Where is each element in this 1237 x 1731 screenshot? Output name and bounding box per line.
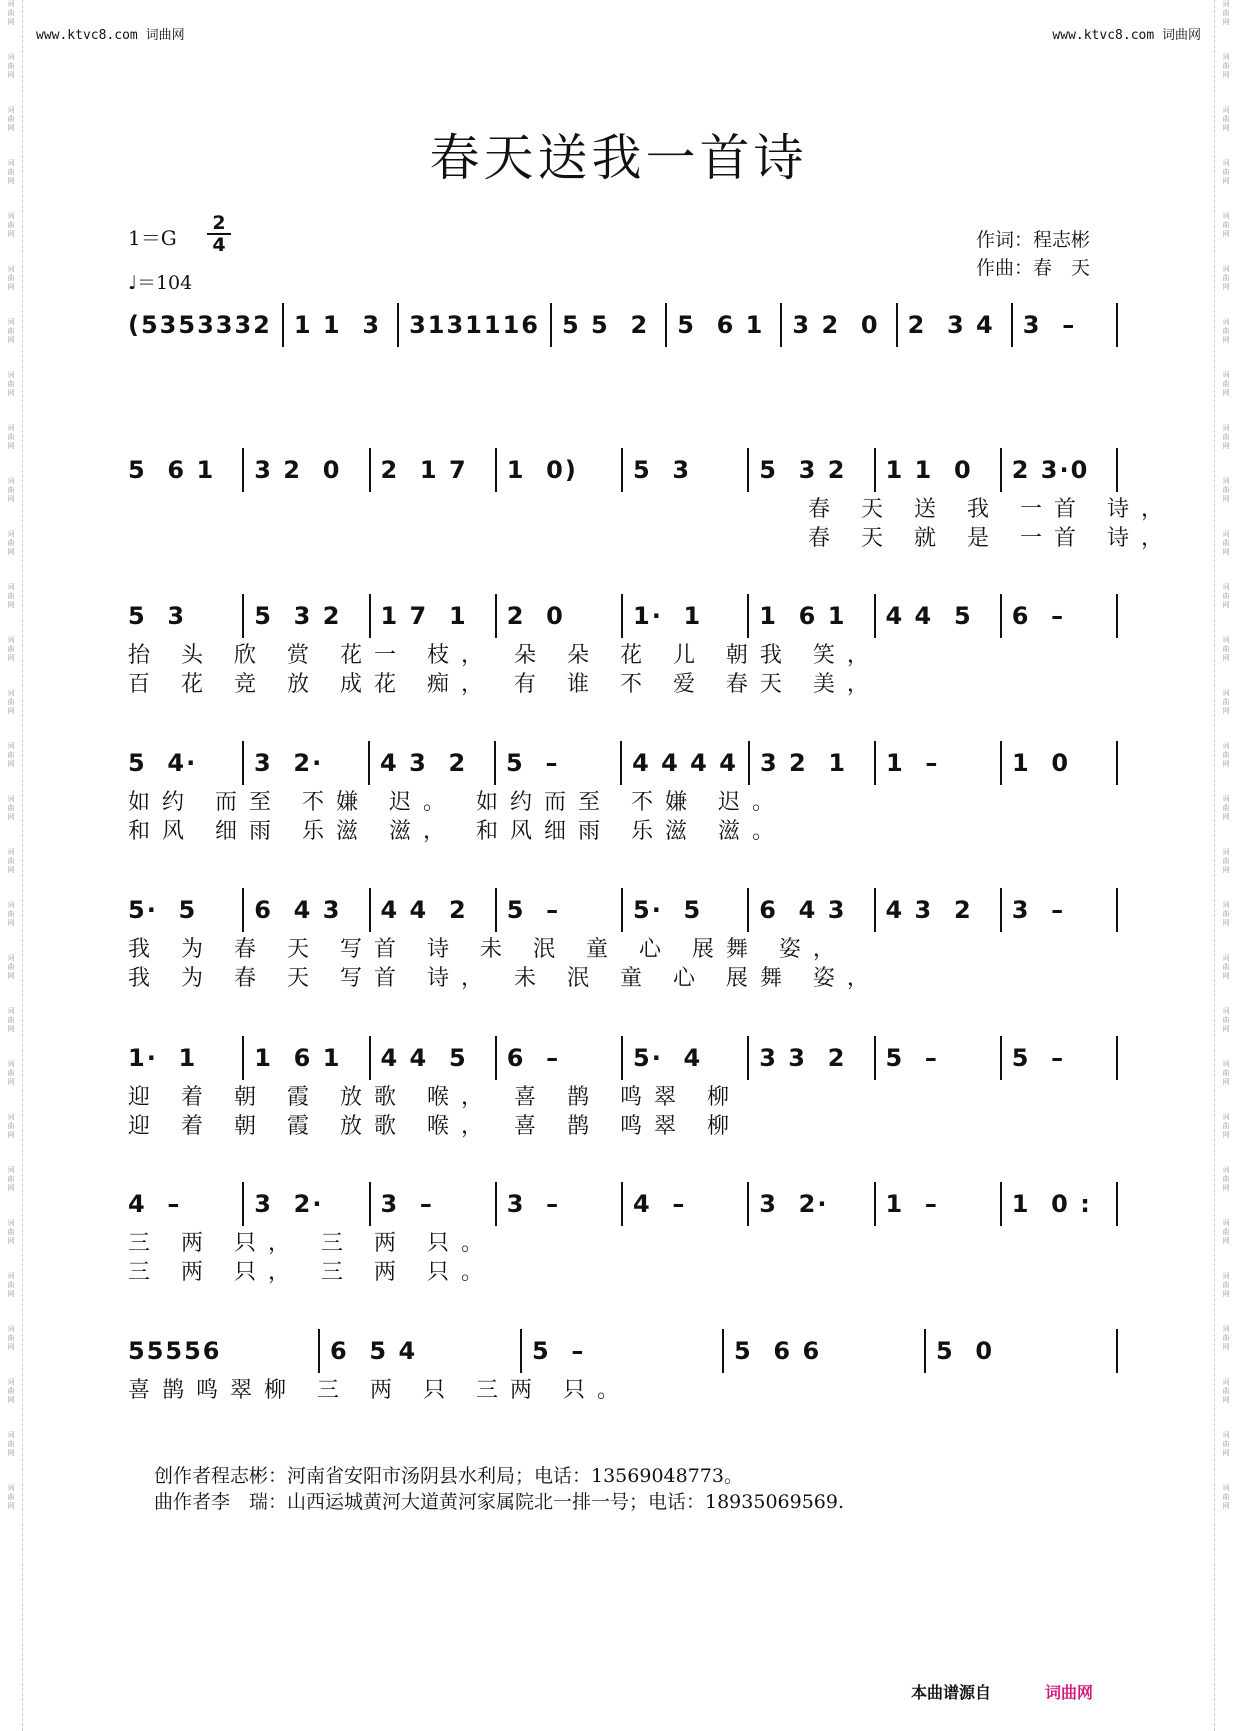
- bar-line: [874, 594, 876, 638]
- lyricist-contact: 创作者程志彬：河南省安阳市汤阴县水利局；电话：13569048773。: [154, 1465, 743, 1487]
- measure: 3 2·: [254, 749, 324, 777]
- measure: 2 1 7: [380, 456, 468, 484]
- watermark-mark: 词曲网: [1222, 1272, 1230, 1298]
- measure: 3 2·: [759, 1190, 829, 1218]
- bar-line: [1116, 594, 1118, 638]
- watermark-mark: 词曲网: [1222, 318, 1230, 344]
- watermark-mark: 词曲网: [1222, 848, 1230, 874]
- bar-line: [494, 741, 496, 785]
- watermark-mark: 词曲网: [7, 265, 15, 291]
- measure: 4 4 2: [380, 896, 468, 924]
- measure: 5 6 1: [128, 456, 216, 484]
- quarter-note-icon: ♩: [128, 272, 137, 294]
- lyric-line: 迎 着 朝 霞 放歌 喉， 喜 鹊 鸣翠 柳: [128, 1085, 741, 1110]
- watermark-mark: 词曲网: [1222, 742, 1230, 768]
- bar-line: [495, 888, 497, 932]
- measure: 1 –: [885, 1190, 939, 1218]
- tempo-value: ＝104: [136, 272, 193, 294]
- measure: 3 2 0: [792, 311, 880, 339]
- measure: 1 7 1: [380, 602, 468, 630]
- music-system: [128, 888, 1118, 990]
- measure: 3131116: [409, 311, 540, 339]
- bar-line: [621, 594, 623, 638]
- music-system: [128, 1182, 1118, 1284]
- bar-line: [1000, 1182, 1002, 1226]
- measure: (5353332: [128, 311, 272, 339]
- bar-line: [397, 303, 399, 347]
- notes-row: [128, 1329, 1118, 1373]
- watermark-mark: 词曲网: [7, 795, 15, 821]
- bar-line: [495, 1182, 497, 1226]
- watermark-mark: 词曲网: [7, 636, 15, 662]
- music-system: [128, 741, 1118, 843]
- lyric-line: 三 两 只， 三 两 只。: [128, 1231, 495, 1256]
- bar-line: [1116, 888, 1118, 932]
- watermark-mark: 词曲网: [7, 954, 15, 980]
- measure: 5· 5: [633, 896, 703, 924]
- watermark-mark: 词曲网: [1222, 1219, 1230, 1245]
- measure: 5 5 2: [561, 311, 650, 339]
- lyric-line: 我 为 春 天 写首 诗， 未 泯 童 心 展舞 姿，: [128, 966, 881, 991]
- bar-line: [621, 1036, 623, 1080]
- watermark-mark: 词曲网: [7, 477, 15, 503]
- watermark-mark: 词曲网: [7, 901, 15, 927]
- time-signature-top: 2: [207, 213, 231, 235]
- bar-line: [369, 888, 371, 932]
- measure: 1· 1: [633, 602, 703, 630]
- measure: 5 0: [936, 1337, 995, 1365]
- bar-line: [1116, 1182, 1118, 1226]
- music-system: [128, 1329, 1118, 1402]
- watermark-mark: 词曲网: [1222, 212, 1230, 238]
- bar-line: [369, 1182, 371, 1226]
- lyric-line: 迎 着 朝 霞 放歌 喉， 喜 鹊 鸣翠 柳: [128, 1114, 741, 1139]
- watermark-mark: 词曲网: [1222, 424, 1230, 450]
- watermark-mark: 词曲网: [1222, 1325, 1230, 1351]
- music-system: [128, 594, 1118, 696]
- measure: 6 –: [506, 1044, 561, 1072]
- lyric-line: 春 天 就 是 一首 诗，: [128, 526, 1175, 551]
- measure: 4 3 2: [885, 896, 973, 924]
- watermark-mark: 词曲网: [7, 848, 15, 874]
- bar-line: [620, 741, 622, 785]
- composer: 作曲：春 天: [976, 257, 1091, 279]
- bar-line: [242, 448, 244, 492]
- watermark-mark: 词曲网: [7, 424, 15, 450]
- measure: 5 –: [885, 1044, 939, 1072]
- music-system: [128, 448, 1175, 551]
- watermark-mark: 词曲网: [7, 0, 15, 26]
- measure: 1 6 1: [759, 602, 847, 630]
- bar-line: [1000, 594, 1002, 638]
- bar-line: [495, 594, 497, 638]
- bar-line: [369, 1036, 371, 1080]
- watermark-mark: 词曲网: [7, 1378, 15, 1404]
- measure: 3 2 1: [759, 749, 848, 777]
- measure: 1 –: [885, 749, 940, 777]
- measure: 6 4 3: [254, 896, 342, 924]
- bar-line: [874, 888, 876, 932]
- site-url-right[interactable]: www.ktvc8.com 词曲网: [1052, 28, 1201, 43]
- bar-line: [242, 888, 244, 932]
- measure: 3 –: [380, 1190, 434, 1218]
- bar-line: [665, 303, 667, 347]
- watermark-mark: 词曲网: [1222, 1166, 1230, 1192]
- watermark-mark: 词曲网: [7, 742, 15, 768]
- bar-line: [748, 741, 750, 785]
- composer-contact: 曲作者李 瑞：山西运城黄河大道黄河家属院北一排一号；电话：18935069569.: [154, 1491, 845, 1513]
- measure: 1· 1: [128, 1044, 198, 1072]
- notes-row: [128, 888, 1118, 932]
- bar-line: [242, 594, 244, 638]
- watermark-mark: 词曲网: [1222, 1060, 1230, 1086]
- measure: 4 4 4 4: [632, 749, 738, 777]
- measure: 4 4 5: [380, 1044, 468, 1072]
- measure: 2 3·0: [1011, 456, 1090, 484]
- bar-line: [747, 1036, 749, 1080]
- watermark-mark: 词曲网: [7, 583, 15, 609]
- bar-line: [495, 448, 497, 492]
- bar-line: [747, 1182, 749, 1226]
- watermark-mark: 词曲网: [1222, 901, 1230, 927]
- song-title: 春天送我一首诗: [429, 129, 808, 187]
- measure: 5 6 1: [677, 311, 765, 339]
- watermark-mark: 词曲网: [7, 1060, 15, 1086]
- notes-row: [128, 303, 1118, 347]
- measure: 6 –: [1011, 602, 1066, 630]
- measure: 1 6 1: [254, 1044, 342, 1072]
- bar-line: [1116, 1329, 1118, 1373]
- measure: 4 –: [633, 1190, 687, 1218]
- measure: 5 6 6: [734, 1337, 822, 1365]
- measure: 1 1 0: [885, 456, 973, 484]
- music-system: [128, 1036, 1118, 1138]
- bar-line: [1000, 888, 1002, 932]
- notes-row: [128, 741, 1118, 785]
- watermark-mark: 词曲网: [1222, 265, 1230, 291]
- watermark-mark: 词曲网: [1222, 530, 1230, 556]
- watermark-mark: 词曲网: [1222, 583, 1230, 609]
- time-signature: [207, 213, 231, 255]
- bar-line: [780, 303, 782, 347]
- watermark-mark: 词曲网: [7, 212, 15, 238]
- right-watermark-strip: [1214, 0, 1237, 1731]
- measure: 1 1 3: [293, 311, 382, 339]
- source-note: [911, 1680, 1093, 1703]
- bar-line: [621, 448, 623, 492]
- measure: 5 4·: [128, 749, 198, 777]
- watermark-mark: 词曲网: [7, 1325, 15, 1351]
- bar-line: [1000, 1036, 1002, 1080]
- watermark-mark: 词曲网: [7, 689, 15, 715]
- measure: 3 –: [1022, 311, 1077, 339]
- bar-line: [1116, 303, 1118, 347]
- measure: 4 –: [128, 1190, 182, 1218]
- bar-line: [242, 1182, 244, 1226]
- bar-line: [896, 303, 898, 347]
- lyric-line: 如约 而至 不嫌 迟。 如约而至 不嫌 迟。: [128, 790, 786, 815]
- site-url-left[interactable]: www.ktvc8.com 词曲网: [36, 28, 185, 43]
- watermark-mark: 词曲网: [1222, 1007, 1230, 1033]
- measure: 3 2·: [254, 1190, 324, 1218]
- measure: 5 –: [506, 896, 561, 924]
- lyric-line: 百 花 竞 放 成花 痴， 有 谁 不 爱 春天 美，: [128, 672, 881, 697]
- bar-line: [282, 303, 284, 347]
- watermark-mark: 词曲网: [7, 106, 15, 132]
- bar-line: [550, 303, 552, 347]
- watermark-mark: 词曲网: [1222, 636, 1230, 662]
- watermark-mark: 词曲网: [7, 371, 15, 397]
- bar-line: [368, 741, 370, 785]
- measure: 4 3 2: [380, 749, 468, 777]
- watermark-mark: 词曲网: [1222, 954, 1230, 980]
- watermark-mark: 词曲网: [1222, 0, 1230, 26]
- watermark-mark: 词曲网: [1222, 106, 1230, 132]
- watermark-mark: 词曲网: [7, 1484, 15, 1510]
- bar-line: [1011, 303, 1013, 347]
- bar-line: [874, 1036, 876, 1080]
- lyric-line: 春 天 送 我 一首 诗，: [128, 497, 1175, 522]
- measure: 5 –: [532, 1337, 586, 1365]
- watermark-mark: 词曲网: [1222, 53, 1230, 79]
- measure: 5· 5: [128, 896, 198, 924]
- bar-line: [242, 741, 244, 785]
- bar-line: [369, 594, 371, 638]
- bar-line: [1000, 448, 1002, 492]
- watermark-mark: 词曲网: [7, 530, 15, 556]
- music-system: [128, 303, 1118, 347]
- bar-line: [242, 1036, 244, 1080]
- watermark-mark: 词曲网: [7, 159, 15, 185]
- bar-line: [1116, 1036, 1118, 1080]
- bar-line: [747, 448, 749, 492]
- bar-line: [621, 888, 623, 932]
- left-watermark-strip: [0, 0, 23, 1731]
- measure: 5 3 2: [759, 456, 847, 484]
- measure: 1 0): [506, 456, 578, 484]
- measure: 1 0 :: [1011, 1190, 1092, 1218]
- measure: 5 –: [506, 749, 560, 777]
- watermark-mark: 词曲网: [7, 1166, 15, 1192]
- measure: 5 3: [128, 602, 187, 630]
- measure: 1 0: [1011, 749, 1071, 777]
- bar-line: [747, 888, 749, 932]
- lyric-line: 抬 头 欣 赏 花一 枝， 朵 朵 花 儿 朝我 笑，: [128, 643, 881, 668]
- bar-line: [1000, 741, 1002, 785]
- measure: 2 0: [506, 602, 565, 630]
- lyricist: 作词：程志彬: [976, 229, 1091, 251]
- bar-line: [874, 448, 876, 492]
- lyric-line: 喜鹊鸣翠柳 三 两 只 三两 只。: [128, 1378, 631, 1403]
- notes-row: [128, 448, 1118, 492]
- bar-line: [369, 448, 371, 492]
- bar-line: [1116, 741, 1118, 785]
- key-signature: 1＝G: [128, 226, 177, 250]
- measure: 3 –: [506, 1190, 561, 1218]
- bar-line: [874, 1182, 876, 1226]
- watermark-mark: 词曲网: [7, 1219, 15, 1245]
- measure: 6 4 3: [759, 896, 847, 924]
- contact-info: [154, 1463, 844, 1515]
- watermark-mark: 词曲网: [7, 1007, 15, 1033]
- measure: 55556: [128, 1337, 222, 1365]
- measure: 5 3: [633, 456, 692, 484]
- source-brand[interactable]: 词曲网: [1044, 1683, 1093, 1702]
- measure: 5· 4: [633, 1044, 703, 1072]
- notes-row: [128, 594, 1118, 638]
- watermark-mark: 词曲网: [7, 1113, 15, 1139]
- bar-line: [924, 1329, 926, 1373]
- measure: 3 2 0: [254, 456, 342, 484]
- notes-row: [128, 1036, 1118, 1080]
- watermark-mark: 词曲网: [1222, 159, 1230, 185]
- watermark-mark: 词曲网: [1222, 477, 1230, 503]
- measure: 5 3 2: [254, 602, 342, 630]
- credits: [976, 226, 1090, 282]
- watermark-mark: 词曲网: [1222, 1378, 1230, 1404]
- measure: 2 3 4: [907, 311, 995, 339]
- source-label: 本曲谱源自: [910, 1683, 991, 1702]
- notes-row: [128, 1182, 1118, 1226]
- measure: 3 –: [1011, 896, 1066, 924]
- bar-line: [1116, 448, 1118, 492]
- bar-line: [747, 594, 749, 638]
- lyric-line: 我 为 春 天 写首 诗 未 泯 童 心 展舞 姿，: [128, 937, 847, 962]
- time-signature-bottom: 4: [212, 234, 226, 256]
- watermark-mark: 词曲网: [7, 1431, 15, 1457]
- bar-line: [722, 1329, 724, 1373]
- measure: 3 3 2: [759, 1044, 847, 1072]
- lyric-line: 和风 细雨 乐滋 滋， 和风细雨 乐滋 滋。: [128, 819, 786, 844]
- bar-line: [874, 741, 876, 785]
- measure: 4 4 5: [885, 602, 973, 630]
- lyric-line: 三 两 只， 三 两 只。: [128, 1260, 495, 1285]
- bar-line: [520, 1329, 522, 1373]
- tempo-marking: [128, 268, 192, 295]
- bar-line: [495, 1036, 497, 1080]
- watermark-mark: 词曲网: [1222, 795, 1230, 821]
- watermark-mark: 词曲网: [1222, 1113, 1230, 1139]
- watermark-mark: 词曲网: [1222, 371, 1230, 397]
- bar-line: [318, 1329, 320, 1373]
- watermark-mark: 词曲网: [7, 1272, 15, 1298]
- watermark-mark: 词曲网: [7, 53, 15, 79]
- measure: 5 –: [1011, 1044, 1066, 1072]
- watermark-mark: 词曲网: [1222, 1431, 1230, 1457]
- bar-line: [621, 1182, 623, 1226]
- watermark-mark: 词曲网: [1222, 689, 1230, 715]
- watermark-mark: 词曲网: [1222, 1484, 1230, 1510]
- watermark-mark: 词曲网: [7, 318, 15, 344]
- measure: 6 5 4: [330, 1337, 418, 1365]
